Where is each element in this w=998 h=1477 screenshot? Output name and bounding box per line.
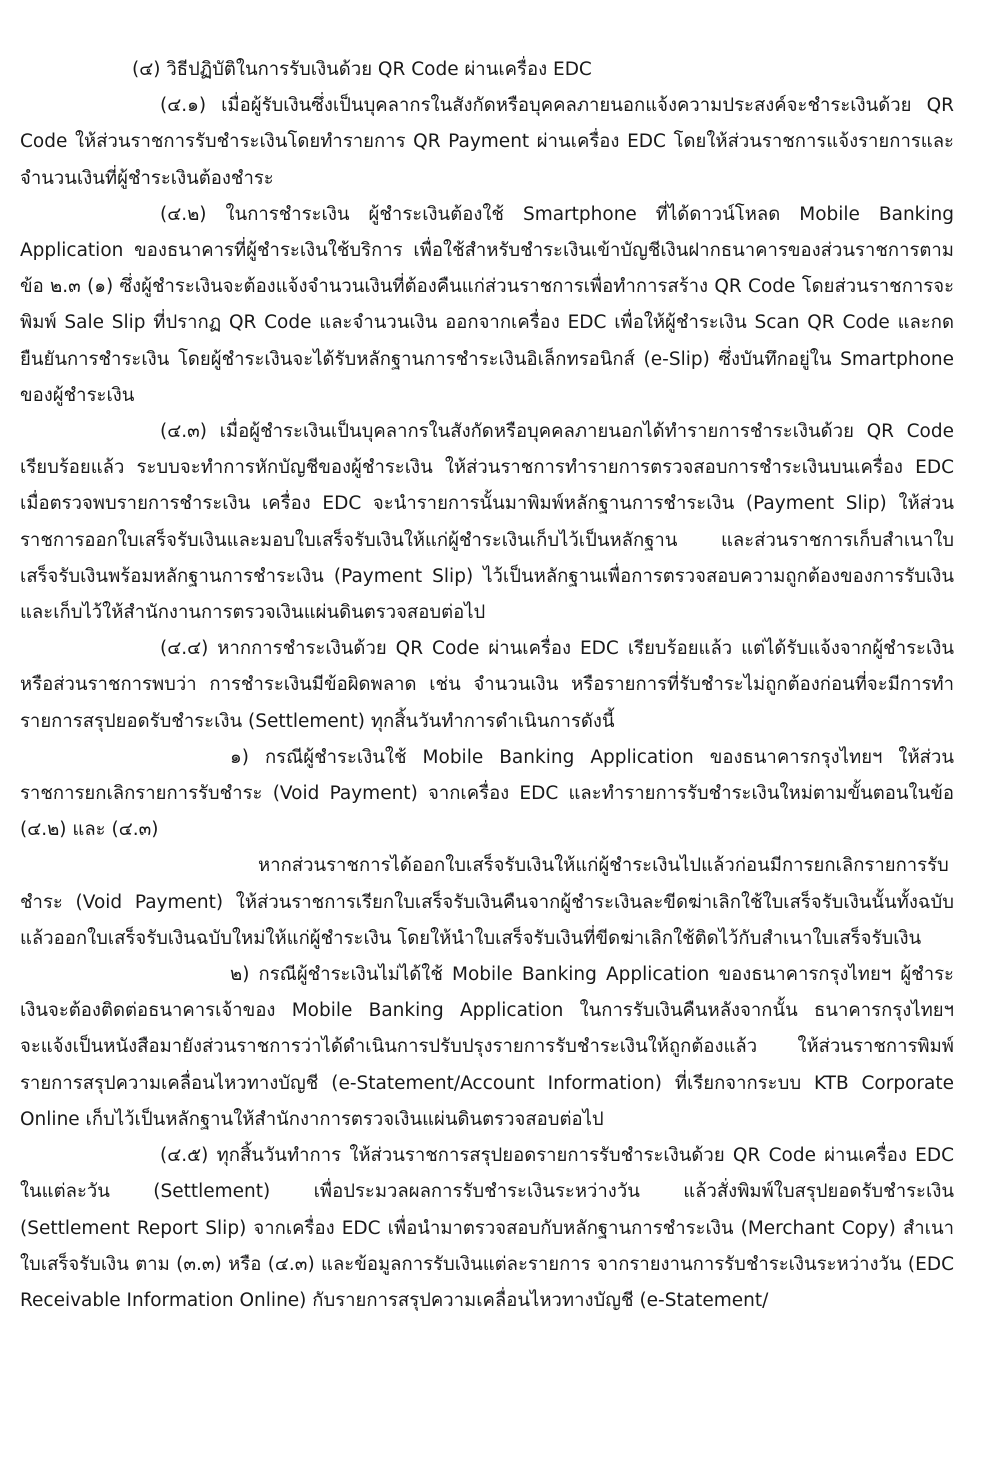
- paragraph-4-3: (๔.๓) เมื่อผู้ชำระเงินเป็นบุคลากรในสังกัดหรือบุคคลภายนอกได้ทำรายการชำระเงินด้วย QR Code เรียบร้อยแล้ว ระบบจะทำการหักบัญชีของผู้ชำระเงิน ให้ส่วนราชการทำรายการตรวจสอบการชำระเงินบนเครื่อง EDC เมื่อตรวจพบรายการชำระเงิน เครื่อง EDC จะนำรายการนั้นมาพิมพ์หลักฐานการชำระเงิน (Payment Slip) ให้ส่วนราชการออกใบเสร็จรับเงินและมอบใบเสร็จรับเงินให้แก่ผู้ชำระเงินเก็บไว้เป็นหลักฐาน และส่วนราชการเก็บสำเนาใบเสร็จรับเงินพร้อมหลักฐานการชำระเงิน (Payment Slip) ไว้เป็นหลักฐานเพื่อการตรวจสอบความถูกต้องของการรับเงิน และเก็บไว้ให้สำนักงานการตรวจเงินแผ่นดินตรวจสอบต่อไป: [20, 421, 954, 624]
- paragraph-4-4: (๔.๔) หากการชำระเงินด้วย QR Code ผ่านเครื่อง EDC เรียบร้อยแล้ว แต่ได้รับแจ้งจากผู้ชำระเงิน หรือส่วนราชการพบว่า การชำระเงินมีข้อผิดพลาด เช่น จำนวนเงิน หรือรายการที่รับชำระไม่ถูกต้องก่อนที่จะมีการทำรายการสรุปยอดรับชำระเงิน (Settlement) ทุกสิ้นวันทำการดำเนินการดังนี้: [20, 638, 954, 732]
- section-heading: (๔) วิธีปฏิบัติในการรับเงินด้วย QR Code ผ่านเครื่อง EDC: [132, 59, 592, 80]
- paragraph-4-2: (๔.๒) ในการชำระเงิน ผู้ชำระเงินต้องใช้ Smartphone ที่ได้ดาวน์โหลด Mobile Banking Application ของธนาคารที่ผู้ชำระเงินใช้บริการ เพื่อใช้สำหรับชำระเงินเข้าบัญชีเงินฝากธนาคารของส่วนราชการตามข้อ ๒.๓ (๑) ซึ่งผู้ชำระเงินจะต้องแจ้งจำนวนเงินที่ต้องคืนแก่ส่วนราชการเพื่อทำการสร้าง QR Code โดยส่วนราชการจะพิมพ์ Sale Slip ที่ปรากฏ QR Code และจำนวนเงิน ออกจากเครื่อง EDC เพื่อให้ผู้ชำระเงิน Scan QR Code และกดยืนยันการชำระเงิน โดยผู้ชำระเงินจะได้รับหลักฐานการชำระเงินอิเล็กทรอนิกส์ (e-Slip) ซึ่งบันทึกอยู่ใน Smartphone ของผู้ชำระเงิน: [20, 203, 954, 406]
- paragraph-4-4-case-2: ๒) กรณีผู้ชำระเงินไม่ได้ใช้ Mobile Banking Application ของธนาคารกรุงไทยฯ ผู้ชำระเงินจะต้องติดต่อธนาคารเจ้าของ Mobile Banking Application ในการรับเงินคืนหลังจากนั้น ธนาคารกรุงไทยฯ จะแจ้งเป็นหนังสือมายังส่วนราชการว่าได้ดำเนินการปรับปรุงรายการรับชำระเงินให้ถูกต้องแล้ว ให้ส่วนราชการพิมพ์รายการสรุปความเคลื่อนไหวทางบัญชี (e-Statement/Account Information) ที่เรียกจากระบบ KTB Corporate Online เก็บไว้เป็นหลักฐานให้สำนักงาการตรวจเงินแผ่นดินตรวจสอบต่อไป: [20, 964, 954, 1130]
- paragraph-4-4-case-1: ๑) กรณีผู้ชำระเงินใช้ Mobile Banking Application ของธนาคารกรุงไทยฯ ให้ส่วนราชการยกเลิกรายการรับชำระ (Void Payment) จากเครื่อง EDC และทำรายการรับชำระเงินใหม่ตามขั้นตอนในข้อ (๔.๒) และ (๔.๓): [20, 746, 954, 841]
- paragraph-4-5: (๔.๕) ทุกสิ้นวันทำการ ให้ส่วนราชการสรุปยอดรายการรับชำระเงินด้วย QR Code ผ่านเครื่อง EDC ในแต่ละวัน (Settlement) เพื่อประมวลผลการรับชำระเงินระหว่างวัน แล้วสั่งพิมพ์ใบสรุปยอดรับชำระเงิน (Settlement Report Slip) จากเครื่อง EDC เพื่อนำมาตรวจสอบกับหลักฐานการชำระเงิน (Merchant Copy) สำเนาใบเสร็จรับเงิน ตาม (๓.๓) หรือ (๔.๓) และข้อมูลการรับเงินแต่ละรายการ จากรายงานการรับชำระเงินระหว่างวัน (EDC Receivable Information Online) กับรายการสรุปความเคลื่อนไหวทางบัญชี (e-Statement/: [20, 1145, 954, 1311]
- paragraph-4-1: (๔.๑) เมื่อผู้รับเงินซึ่งเป็นบุคลากรในสังกัดหรือบุคคลภายนอกแจ้งความประสงค์จะชำระเงินด้วย QR Code ให้ส่วนราชการรับชำระเงินโดยทำรายการ QR Payment ผ่านเครื่อง EDC โดยให้ส่วนราชการแจ้งรายการและจำนวนเงินที่ผู้ชำระเงินต้องชำระ: [20, 95, 954, 189]
- paragraph-4-4-case-1-note: หากส่วนราชการได้ออกใบเสร็จรับเงินให้แก่ผู้ชำระเงินไปแล้วก่อนมีการยกเลิกรายการรับชำระ (Void Payment) ให้ส่วนราชการเรียกใบเสร็จรับเงินคืนจากผู้ชำระเงินละขีดฆ่าเลิกใช้ใบเสร็จรับเงินนั้นทั้งฉบับ แล้วออกใบเสร็จรับเงินฉบับใหม่ให้แก่ผู้ชำระเงิน โดยให้นำใบเสร็จรับเงินที่ขีดฆ่าเลิกใช้ติดไว้กับสำเนาใบเสร็จรับเงิน: [20, 855, 954, 949]
